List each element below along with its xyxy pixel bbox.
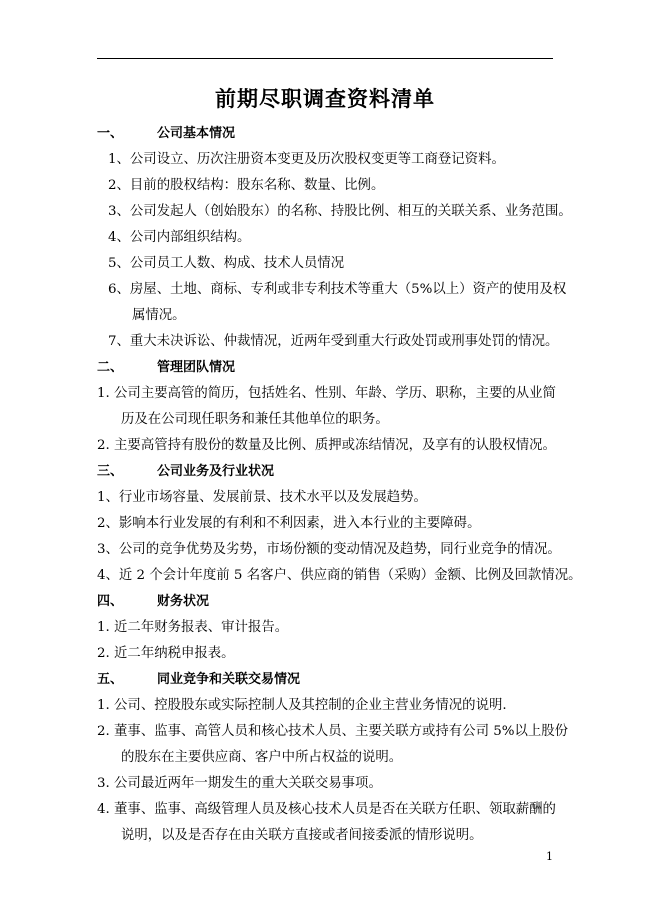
list-item: 4、近 2 个会计年度前 5 名客户、供应商的销售（采购）金额、比例及回款情况。 (97, 568, 582, 583)
page-number: 1 (546, 850, 553, 863)
list-item: 4. 董事、监事、高级管理人员及核心技术人员是否在关联方任职、领取薪酬的 (97, 802, 556, 817)
list-item-continued: 历及在公司现任职务和兼任其他单位的职务。 (121, 412, 389, 427)
list-item: 2. 近二年纳税申报表。 (97, 646, 235, 661)
list-item: 2、影响本行业发展的有利和不利因素，进入本行业的主要障碍。 (97, 516, 481, 531)
list-item: 1、公司设立、历次注册资本变更及历次股权变更等工商登记资料。 (108, 152, 505, 167)
list-item-continued: 说明，以及是否存在由关联方直接或者间接委派的情形说明。 (121, 828, 483, 843)
section-heading-4: 四、 财务状况 (97, 594, 210, 609)
list-item: 3、公司发起人（创始股东）的名称、持股比例、相互的关联关系、业务范围。 (108, 204, 572, 219)
list-item: 2、目前的股权结构：股东名称、数量、比例。 (108, 178, 385, 193)
list-item: 6、房屋、土地、商标、专利或非专利技术等重大（5%以上）资产的使用及权 (108, 282, 567, 297)
list-item: 2. 董事、监事、高管人员和核心技术人员、主要关联方或持有公司 5%以上股份 (97, 724, 569, 739)
list-item-continued: 属情况。 (132, 308, 186, 323)
list-item-continued: 的股东在主要供应商、客户中所占权益的说明。 (121, 750, 403, 765)
section-heading-5: 五、 同业竞争和关联交易情况 (97, 672, 301, 687)
list-item: 3、公司的竞争优势及劣势，市场份额的变动情况及趋势，同行业竞争的情况。 (97, 542, 561, 557)
list-item: 1、行业市场容量、发展前景、技术水平以及发展趋势。 (97, 490, 427, 505)
document-title: 前期尽职调查资料清单 (215, 87, 435, 111)
section-heading-3: 三、 公司业务及行业状况 (97, 464, 275, 479)
header-rule (97, 58, 553, 59)
list-item: 1. 公司、控股股东或实际控制人及其控制的企业主营业务情况的说明. (97, 698, 507, 713)
list-item: 2. 主要高管持有股份的数量及比例、质押或冻结情况，及享有的认股权情况。 (97, 438, 556, 453)
list-item: 1. 近二年财务报表、审计报告。 (97, 620, 289, 635)
section-heading-1: 一、 公司基本情况 (97, 126, 236, 141)
list-item: 1. 公司主要高管的简历，包括姓名、性别、年龄、学历、职称，主要的从业简 (97, 386, 556, 401)
list-item: 3. 公司最近两年一期发生的重大关联交易事项。 (97, 776, 382, 791)
section-heading-2: 二、 管理团队情况 (97, 360, 236, 375)
list-item: 5、公司员工人数、构成、技术人员情况 (108, 256, 345, 271)
list-item: 7、重大未决诉讼、仲裁情况，近两年受到重大行政处罚或刑事处罚的情况。 (108, 334, 559, 349)
list-item: 4、公司内部组织结构。 (108, 230, 251, 245)
